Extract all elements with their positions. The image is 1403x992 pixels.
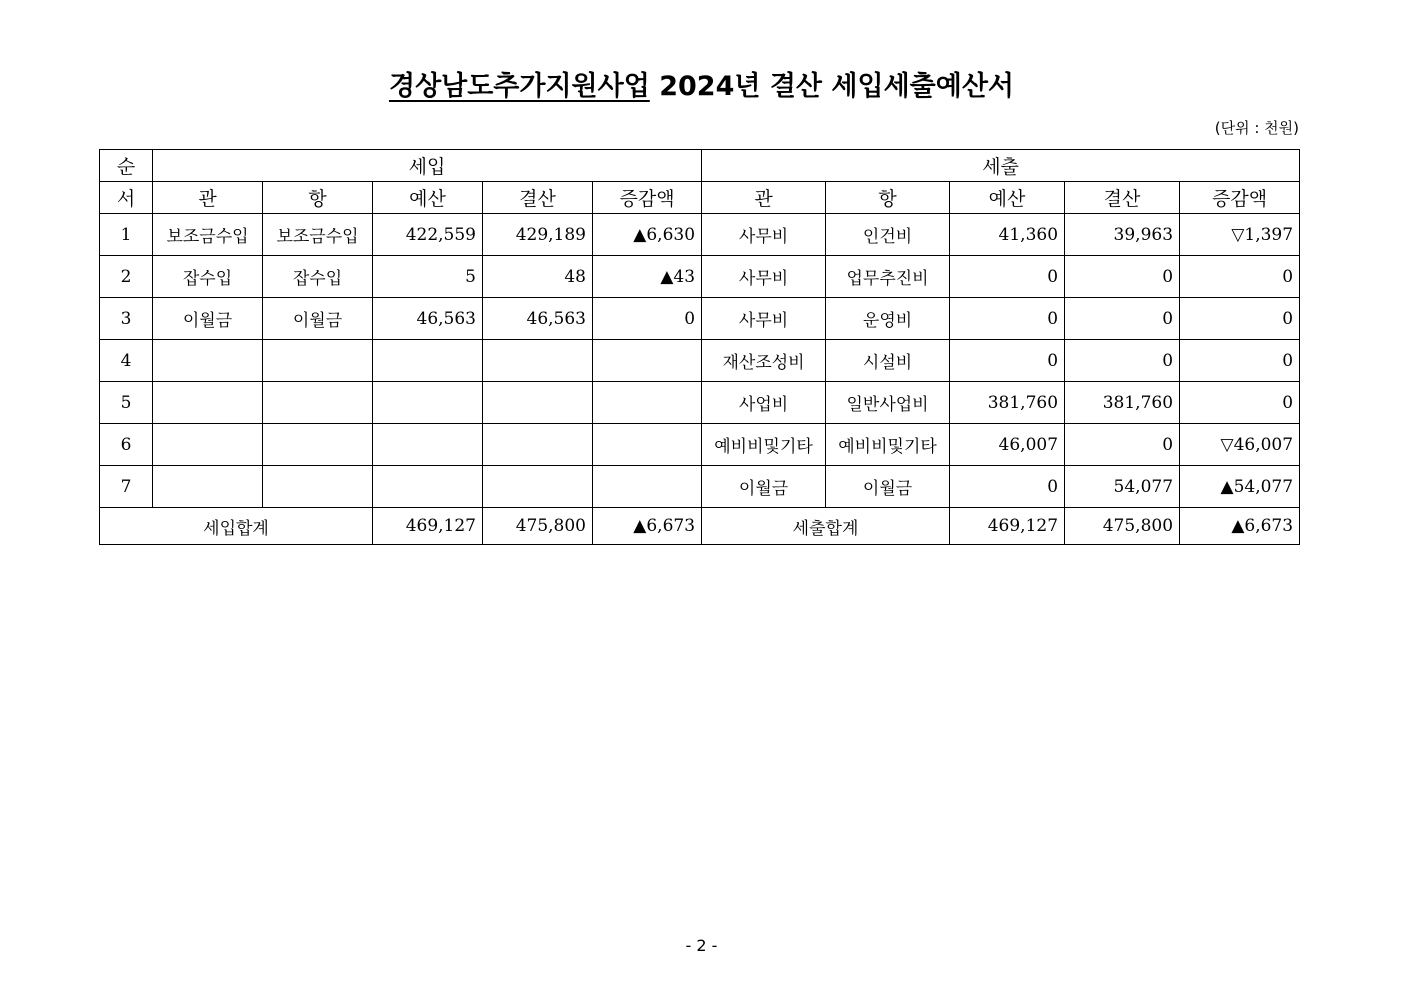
- title-underlined-part: 경상남도추가지원사업: [388, 71, 650, 102]
- exp-gwan-cell: 재산조성비: [702, 340, 826, 382]
- rev-gwan-cell: [153, 340, 263, 382]
- exp-budget-cell: 46,007: [950, 424, 1065, 466]
- rev-hang-cell: [263, 424, 373, 466]
- table-row: [100, 298, 1300, 340]
- exp-hang-cell: 일반사업비: [826, 382, 950, 424]
- exp-change-cell: ▲54,077: [1180, 466, 1300, 508]
- header-exp-gwan: 관: [702, 182, 826, 214]
- rev-settlement-cell: [483, 466, 593, 508]
- exp-gwan-cell: 사무비: [702, 214, 826, 256]
- rev-hang-cell: 이월금: [263, 298, 373, 340]
- exp-budget-cell: 41,360: [950, 214, 1065, 256]
- rev-budget-cell: [373, 340, 483, 382]
- exp-hang-cell: 운영비: [826, 298, 950, 340]
- header-rev-settlement: 결산: [483, 182, 593, 214]
- expenditure-total-change: ▲6,673: [1180, 508, 1300, 545]
- expenditure-total-settlement: 475,800: [1065, 508, 1180, 545]
- header-seq-bottom: 서: [100, 182, 153, 214]
- rev-settlement-cell: 46,563: [483, 298, 593, 340]
- rev-gwan-cell: 이월금: [153, 298, 263, 340]
- rev-change-cell: ▲43: [593, 256, 702, 298]
- exp-settlement-cell: 0: [1065, 340, 1180, 382]
- rev-budget-cell: [373, 466, 483, 508]
- exp-settlement-cell: 0: [1065, 256, 1180, 298]
- row-number: 7: [100, 466, 153, 508]
- row-number: 1: [100, 214, 153, 256]
- rev-gwan-cell: [153, 382, 263, 424]
- rev-budget-cell: 5: [373, 256, 483, 298]
- expenditure-total-label: 세출합계: [702, 508, 950, 545]
- rev-hang-cell: [263, 340, 373, 382]
- table-row: [100, 424, 1300, 466]
- exp-change-cell: 0: [1180, 340, 1300, 382]
- exp-settlement-cell: 54,077: [1065, 466, 1180, 508]
- rev-settlement-cell: 429,189: [483, 214, 593, 256]
- rev-gwan-cell: 보조금수입: [153, 214, 263, 256]
- exp-change-cell: 0: [1180, 256, 1300, 298]
- exp-settlement-cell: 0: [1065, 424, 1180, 466]
- rev-change-cell: [593, 382, 702, 424]
- rev-change-cell: [593, 466, 702, 508]
- exp-settlement-cell: 39,963: [1065, 214, 1180, 256]
- header-rev-budget: 예산: [373, 182, 483, 214]
- exp-settlement-cell: 0: [1065, 298, 1180, 340]
- row-number: 6: [100, 424, 153, 466]
- rev-change-cell: 0: [593, 298, 702, 340]
- header-exp-change: 증감액: [1180, 182, 1300, 214]
- header-exp-hang: 항: [826, 182, 950, 214]
- header-rev-gwan: 관: [153, 182, 263, 214]
- exp-hang-cell: 예비비및기타: [826, 424, 950, 466]
- header-exp-budget: 예산: [950, 182, 1065, 214]
- rev-hang-cell: [263, 382, 373, 424]
- exp-change-cell: ▽46,007: [1180, 424, 1300, 466]
- rev-change-cell: [593, 424, 702, 466]
- table-row: [100, 382, 1300, 424]
- revenue-total-change: ▲6,673: [593, 508, 702, 545]
- exp-budget-cell: 0: [950, 466, 1065, 508]
- rev-settlement-cell: [483, 340, 593, 382]
- exp-gwan-cell: 사무비: [702, 298, 826, 340]
- row-number: 3: [100, 298, 153, 340]
- exp-budget-cell: 0: [950, 340, 1065, 382]
- row-number: 5: [100, 382, 153, 424]
- header-revenue: 세입: [153, 150, 702, 182]
- header-row-1: [100, 150, 1300, 182]
- rev-hang-cell: [263, 466, 373, 508]
- exp-hang-cell: 업무추진비: [826, 256, 950, 298]
- header-rev-change: 증감액: [593, 182, 702, 214]
- rev-settlement-cell: 48: [483, 256, 593, 298]
- table-row: [100, 214, 1300, 256]
- header-seq-top: 순: [100, 150, 153, 182]
- table-row: [100, 256, 1300, 298]
- title-rest-part: 2024년 결산 세입세출예산서: [659, 71, 1014, 102]
- rev-budget-cell: 422,559: [373, 214, 483, 256]
- exp-change-cell: 0: [1180, 298, 1300, 340]
- rev-hang-cell: 잡수입: [263, 256, 373, 298]
- exp-budget-cell: 0: [950, 298, 1065, 340]
- exp-change-cell: 0: [1180, 382, 1300, 424]
- exp-hang-cell: 이월금: [826, 466, 950, 508]
- totals-row: [100, 508, 1300, 545]
- exp-gwan-cell: 사무비: [702, 256, 826, 298]
- rev-gwan-cell: [153, 466, 263, 508]
- row-number: 2: [100, 256, 153, 298]
- document-title: [0, 64, 1403, 103]
- exp-gwan-cell: 사업비: [702, 382, 826, 424]
- exp-hang-cell: 시설비: [826, 340, 950, 382]
- exp-budget-cell: 0: [950, 256, 1065, 298]
- header-rev-hang: 항: [263, 182, 373, 214]
- exp-change-cell: ▽1,397: [1180, 214, 1300, 256]
- rev-gwan-cell: [153, 424, 263, 466]
- rev-budget-cell: 46,563: [373, 298, 483, 340]
- rev-budget-cell: [373, 424, 483, 466]
- page-number: - 2 -: [685, 936, 718, 955]
- header-expenditure: 세출: [702, 150, 1300, 182]
- rev-settlement-cell: [483, 382, 593, 424]
- rev-gwan-cell: 잡수입: [153, 256, 263, 298]
- exp-hang-cell: 인건비: [826, 214, 950, 256]
- header-exp-settlement: 결산: [1065, 182, 1180, 214]
- rev-settlement-cell: [483, 424, 593, 466]
- exp-gwan-cell: 예비비및기타: [702, 424, 826, 466]
- revenue-total-label: 세입합계: [100, 508, 373, 545]
- exp-settlement-cell: 381,760: [1065, 382, 1180, 424]
- unit-label: (단위 : 천원): [1214, 119, 1299, 137]
- exp-budget-cell: 381,760: [950, 382, 1065, 424]
- rev-budget-cell: [373, 382, 483, 424]
- row-number: 4: [100, 340, 153, 382]
- revenue-total-settlement: 475,800: [483, 508, 593, 545]
- table-row: [100, 466, 1300, 508]
- header-row-2: [100, 182, 1300, 214]
- revenue-total-budget: 469,127: [373, 508, 483, 545]
- rev-hang-cell: 보조금수입: [263, 214, 373, 256]
- budget-table: [99, 149, 1300, 545]
- rev-change-cell: [593, 340, 702, 382]
- table-row: [100, 340, 1300, 382]
- expenditure-total-budget: 469,127: [950, 508, 1065, 545]
- rev-change-cell: ▲6,630: [593, 214, 702, 256]
- exp-gwan-cell: 이월금: [702, 466, 826, 508]
